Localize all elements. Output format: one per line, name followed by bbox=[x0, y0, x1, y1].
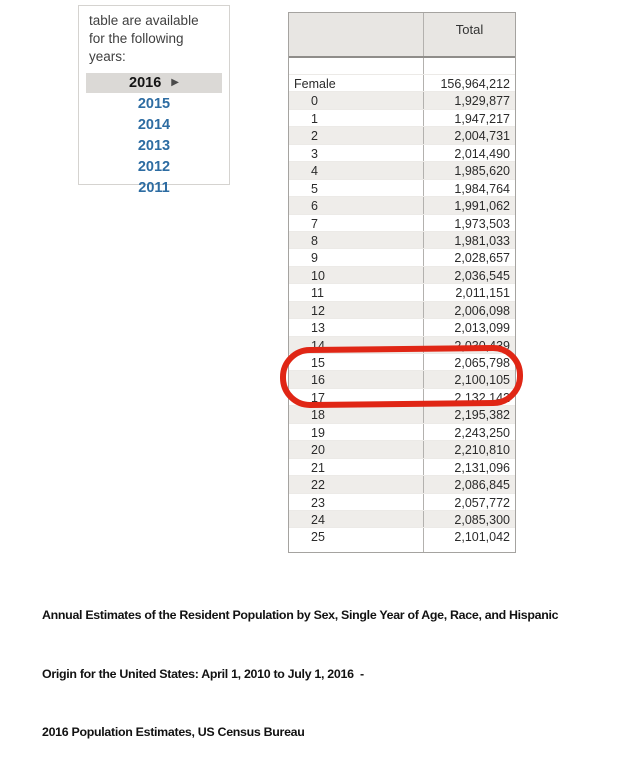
intro-line: for the following bbox=[89, 31, 184, 46]
year-link-2012[interactable]: 2012 bbox=[137, 158, 171, 175]
row-label: 25 bbox=[311, 530, 325, 545]
table-row bbox=[289, 161, 515, 178]
row-value: 2,100,105 bbox=[423, 371, 515, 387]
row-label: 8 bbox=[311, 233, 318, 248]
table-row bbox=[289, 126, 515, 143]
row-label: 12 bbox=[311, 303, 325, 318]
table-row bbox=[289, 214, 515, 231]
row-label: 14 bbox=[311, 338, 325, 353]
table-rows bbox=[289, 74, 515, 545]
table-row bbox=[289, 248, 515, 265]
table-header-total-cell: Total bbox=[423, 13, 515, 56]
row-label: 13 bbox=[311, 321, 325, 336]
row-label: 20 bbox=[311, 443, 325, 458]
table-row bbox=[289, 179, 515, 196]
row-label: 4 bbox=[311, 164, 318, 179]
row-value: 2,243,250 bbox=[423, 424, 515, 440]
row-value: 2,085,300 bbox=[423, 511, 515, 527]
row-value: 2,210,810 bbox=[423, 441, 515, 457]
row-value: 2,101,042 bbox=[423, 528, 515, 544]
row-label: 3 bbox=[311, 146, 318, 161]
table-spacer-row bbox=[289, 58, 515, 74]
years-panel bbox=[78, 5, 230, 196]
row-label: 24 bbox=[311, 512, 325, 527]
row-label: 18 bbox=[311, 408, 325, 423]
row-label: 23 bbox=[311, 495, 325, 510]
table-row bbox=[289, 423, 515, 440]
row-value: 2,131,096 bbox=[423, 459, 515, 475]
row-value: 2,132,142 bbox=[423, 389, 515, 405]
row-label: 10 bbox=[311, 268, 325, 283]
table-row bbox=[289, 301, 515, 318]
row-value: 1,985,620 bbox=[423, 162, 515, 178]
row-value: 1,991,062 bbox=[423, 197, 515, 213]
table-row bbox=[289, 493, 515, 510]
table-row bbox=[289, 475, 515, 492]
caption-line: Annual Estimates of the Resident Population by Sex, Single Year of Age, Race, and Hispanic bbox=[42, 608, 559, 622]
row-label: 0 bbox=[311, 94, 318, 109]
row-value: 1,973,503 bbox=[423, 215, 515, 231]
row-value: 2,004,731 bbox=[423, 127, 515, 143]
row-label: 2 bbox=[311, 129, 318, 144]
table-header-blank-cell bbox=[289, 13, 423, 56]
table-row bbox=[289, 336, 515, 353]
row-value: 1,947,217 bbox=[423, 110, 515, 126]
table-row bbox=[289, 370, 515, 387]
table-row bbox=[289, 266, 515, 283]
caption bbox=[42, 567, 634, 762]
population-table bbox=[288, 12, 516, 553]
row-label: 19 bbox=[311, 425, 325, 440]
row-label: 11 bbox=[311, 286, 324, 301]
table-row bbox=[289, 440, 515, 457]
arrow-right-icon: ▶ bbox=[171, 77, 179, 88]
row-label: 7 bbox=[311, 216, 318, 231]
row-value: 2,014,490 bbox=[423, 145, 515, 161]
row-label: 1 bbox=[311, 111, 318, 126]
row-label: 21 bbox=[311, 460, 325, 475]
row-value: 156,964,212 bbox=[423, 75, 515, 91]
table-row bbox=[289, 353, 515, 370]
row-label: 15 bbox=[311, 356, 325, 370]
table-header-row bbox=[289, 13, 515, 58]
row-value: 2,028,657 bbox=[423, 249, 515, 265]
table-row bbox=[289, 318, 515, 335]
row-label: 6 bbox=[311, 199, 318, 214]
caption-line: Origin for the United States: April 1, 2010 to July 1, 2016 - bbox=[42, 666, 364, 681]
table-row bbox=[289, 109, 515, 126]
selected-year-label: 2016 bbox=[129, 75, 162, 91]
years-panel-intro bbox=[89, 12, 229, 66]
caption-line: 2016 Population Estimates, US Census Bureau bbox=[42, 725, 305, 739]
row-value: 2,036,545 bbox=[423, 267, 515, 283]
row-value: 2,006,098 bbox=[423, 302, 515, 318]
table-row bbox=[289, 510, 515, 527]
year-list bbox=[79, 93, 229, 198]
table-bottom-spacer bbox=[289, 545, 515, 552]
row-label: 22 bbox=[311, 478, 325, 493]
table-row bbox=[289, 405, 515, 422]
row-value: 1,929,877 bbox=[423, 92, 515, 108]
row-value: 1,984,764 bbox=[423, 180, 515, 196]
year-link-2015[interactable]: 2015 bbox=[137, 95, 171, 112]
intro-line: table are available bbox=[89, 13, 199, 28]
row-label: 9 bbox=[311, 251, 318, 266]
year-link-2014[interactable]: 2014 bbox=[137, 116, 171, 133]
row-label: 17 bbox=[311, 390, 325, 405]
table-row bbox=[289, 144, 515, 161]
year-link-2013[interactable]: 2013 bbox=[137, 137, 171, 154]
intro-line: years: bbox=[89, 49, 126, 64]
table-row bbox=[289, 527, 515, 544]
row-value: 2,011,151 bbox=[423, 284, 515, 300]
row-value: 2,195,382 bbox=[423, 406, 515, 422]
row-value: 2,086,845 bbox=[423, 476, 515, 492]
row-value: 2,013,099 bbox=[423, 319, 515, 335]
table-row bbox=[289, 388, 515, 405]
table-row bbox=[289, 231, 515, 248]
row-value: 2,057,772 bbox=[423, 494, 515, 510]
row-value: 2,065,798 bbox=[423, 354, 515, 370]
year-item-selected-2016[interactable] bbox=[86, 73, 222, 93]
row-label: 16 bbox=[311, 373, 325, 388]
table-row bbox=[289, 196, 515, 213]
table-row bbox=[289, 91, 515, 108]
row-value: 1,981,033 bbox=[423, 232, 515, 248]
year-link-2011[interactable]: 2011 bbox=[138, 179, 170, 196]
table-row bbox=[289, 74, 515, 91]
row-value: 2,030,439 bbox=[423, 337, 515, 353]
table-row bbox=[289, 458, 515, 475]
table-row bbox=[289, 283, 515, 300]
row-label: Female bbox=[294, 77, 336, 91]
row-label: 5 bbox=[311, 181, 318, 196]
